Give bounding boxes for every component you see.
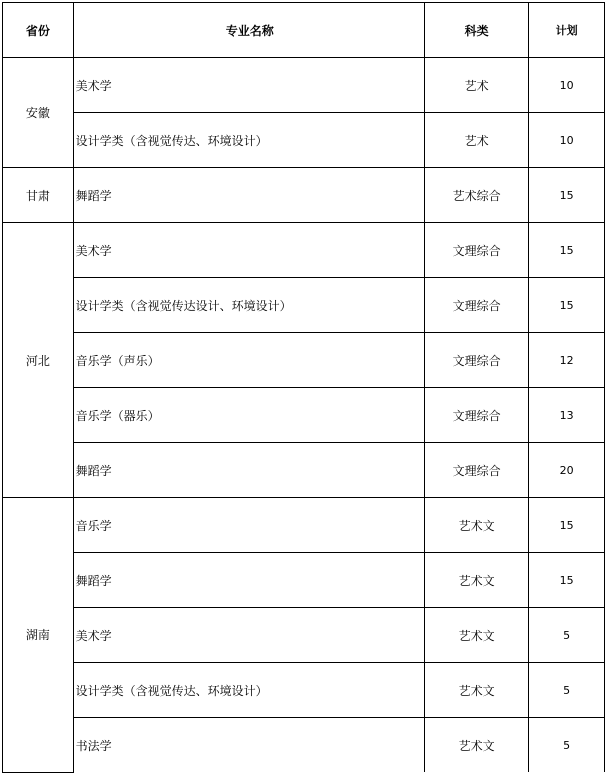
major-cell: 音乐学 — [73, 498, 424, 553]
category-cell: 文理综合 — [424, 278, 528, 333]
province-cell: 河北 — [3, 223, 74, 498]
category-cell: 文理综合 — [424, 333, 528, 388]
table-row — [3, 168, 605, 223]
province-cell: 甘肃 — [3, 168, 74, 223]
table-row — [3, 498, 605, 553]
table-row — [3, 553, 605, 608]
major-cell: 美术学 — [73, 58, 424, 113]
category-cell: 艺术文 — [424, 553, 528, 608]
enrollment-plan-table — [2, 2, 605, 773]
plan-cell: 13 — [529, 388, 605, 443]
table-row — [3, 278, 605, 333]
plan-cell: 15 — [529, 553, 605, 608]
table-header-row — [3, 3, 605, 58]
province-cell: 湖南 — [3, 498, 74, 773]
major-cell: 美术学 — [73, 223, 424, 278]
major-cell: 舞蹈学 — [73, 443, 424, 498]
category-cell: 艺术 — [424, 113, 528, 168]
category-cell: 艺术 — [424, 58, 528, 113]
major-cell: 舞蹈学 — [73, 168, 424, 223]
table-row — [3, 223, 605, 278]
table-row — [3, 718, 605, 773]
plan-cell: 20 — [529, 443, 605, 498]
major-cell: 音乐学（器乐） — [73, 388, 424, 443]
major-cell: 舞蹈学 — [73, 553, 424, 608]
table-row — [3, 443, 605, 498]
plan-cell: 5 — [529, 718, 605, 773]
plan-cell: 10 — [529, 113, 605, 168]
table-row — [3, 333, 605, 388]
plan-cell: 15 — [529, 278, 605, 333]
category-cell: 文理综合 — [424, 388, 528, 443]
category-cell: 艺术文 — [424, 608, 528, 663]
category-cell: 文理综合 — [424, 223, 528, 278]
table-row — [3, 663, 605, 718]
major-cell: 设计学类（含视觉传达、环境设计） — [73, 113, 424, 168]
plan-cell: 15 — [529, 223, 605, 278]
category-cell: 艺术综合 — [424, 168, 528, 223]
major-cell: 设计学类（含视觉传达、环境设计） — [73, 663, 424, 718]
category-cell: 艺术文 — [424, 498, 528, 553]
header-province: 省份 — [3, 3, 74, 58]
category-cell: 文理综合 — [424, 443, 528, 498]
major-cell: 书法学 — [73, 718, 424, 773]
header-plan: 计划 — [529, 3, 605, 58]
plan-cell: 12 — [529, 333, 605, 388]
header-category: 科类 — [424, 3, 528, 58]
table-row — [3, 58, 605, 113]
plan-cell: 15 — [529, 498, 605, 553]
plan-cell: 10 — [529, 58, 605, 113]
major-cell: 设计学类（含视觉传达设计、环境设计） — [73, 278, 424, 333]
table-row — [3, 388, 605, 443]
province-cell: 安徽 — [3, 58, 74, 168]
table-row — [3, 608, 605, 663]
category-cell: 艺术文 — [424, 718, 528, 773]
header-major: 专业名称 — [73, 3, 424, 58]
category-cell: 艺术文 — [424, 663, 528, 718]
plan-cell: 15 — [529, 168, 605, 223]
table-row — [3, 113, 605, 168]
major-cell: 音乐学（声乐） — [73, 333, 424, 388]
plan-cell: 5 — [529, 663, 605, 718]
plan-cell: 5 — [529, 608, 605, 663]
major-cell: 美术学 — [73, 608, 424, 663]
